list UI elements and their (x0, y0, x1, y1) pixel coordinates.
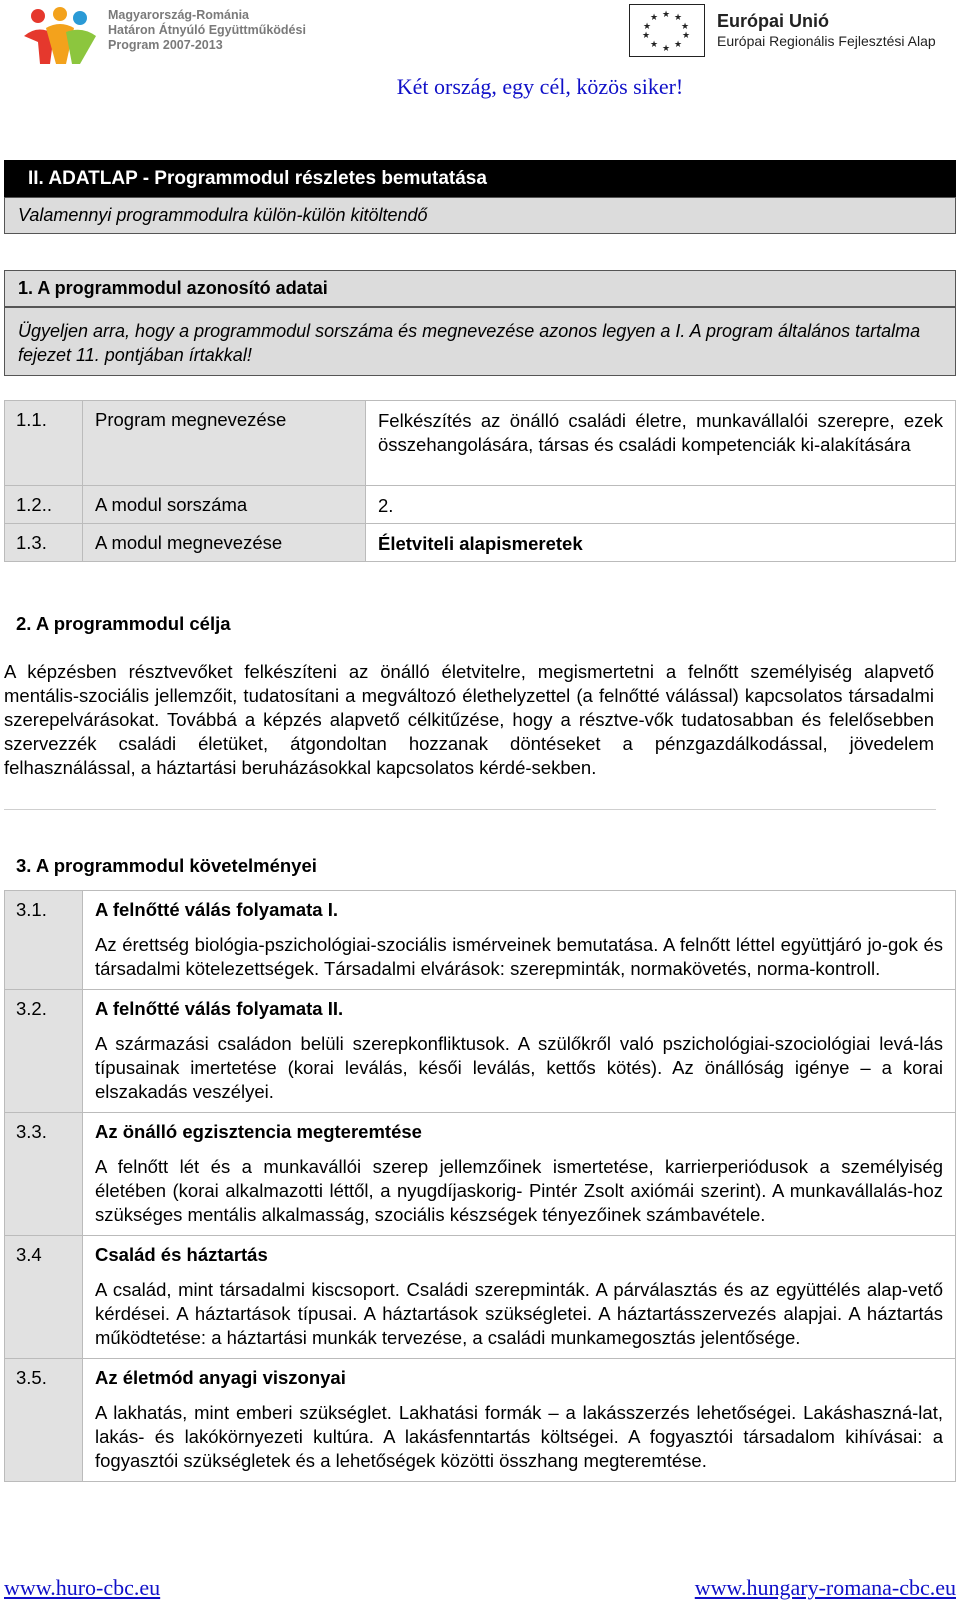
item-number: 3.5. (5, 1359, 83, 1482)
goal-text: A képzésben résztvevőket felkészíteni az önálló életvitelre, megismertetni a felnőtt személyiség alapvető mentális-szociális jellemzőit, tudatosítani a megváltozó élethelyzettel (a felnőtté válással) kapcsolatos társadalmi szerepelvárásokat. Továbbá a képzés alapvető célkitűzése, hogy a résztve-vők tudatosabban és felelősebben szervezzék családi életüket, átgondoltan hozzanak döntéseket a pénzgazdálkodással, jövedelem felhasználással, a háztartási beruházásokkal kapcsolatos kérdé-sekben. (4, 661, 934, 778)
svg-text:★: ★ (641, 30, 651, 40)
table-row (5, 1236, 956, 1275)
item-number: 3.1. (5, 891, 83, 990)
row-value: 2. (366, 486, 956, 524)
row-label: Program megnevezése (83, 401, 366, 486)
table-row (5, 524, 956, 562)
svg-text:★: ★ (661, 9, 671, 19)
table-row (5, 1113, 956, 1152)
item-text: Az érettség biológia-pszichológiai-szociális ismérveinek bemutatása. A felnőtt léttel együttjáró jo-gok és társadalmi kötelezettségek. Társadalmi elvárások: szerepminták, normakövetés, norma-kontroll. (83, 929, 956, 990)
program-line-1: Magyarország-Románia (108, 8, 250, 22)
item-title: Az életmód anyagi viszonyai (83, 1359, 956, 1398)
row-value: Életviteli alapismeretek (366, 524, 956, 562)
table-row (5, 990, 956, 1029)
identification-heading: 1. A programmodul azonosító adatai (4, 270, 956, 307)
item-number: 3.2. (5, 990, 83, 1113)
row-value: Felkészítés az önálló családi életre, munkavállalói szerepre, ezek összehangolására, társas és családi kompetenciák ki-alakítására (366, 401, 956, 486)
table-row (5, 1359, 956, 1398)
page-header (0, 0, 960, 110)
eu-subtitle: Európai Regionális Fejlesztési Alap (717, 33, 936, 49)
table-row (5, 1028, 956, 1113)
table-row (5, 486, 956, 524)
identification-notice: Ügyeljen arra, hogy a programmodul sorszáma és megnevezése azonos legyen a I. A program általános tartalma fejezet 11. pontjában írtakkal! (4, 307, 956, 376)
row-number: 1.2.. (5, 486, 83, 524)
item-text: A lakhatás, mint emberi szükséglet. Lakhatási formák – a lakásszerzés lehetőségei. Lakáshaszná-lat, lakás- és lakókörnyezeti kultúra. A lakásfenntartás költségei. A fogyasztói társadalom kihívásai: a fogyasztói szükségletek és a lehetőségek közötti összhang megteremtése. (83, 1397, 956, 1482)
section-title-bar: II. ADATLAP - Programmodul részletes bemutatása (4, 160, 956, 197)
svg-text:★: ★ (649, 39, 659, 49)
table-row (5, 1274, 956, 1359)
slogan: Két ország, egy cél, közös siker! (396, 74, 684, 99)
requirements-table (4, 890, 956, 1482)
svg-text:★: ★ (681, 30, 691, 40)
table-row (5, 401, 956, 486)
requirements-heading: 3. A programmodul követelményei (16, 855, 317, 876)
item-title: A felnőtté válás folyamata II. (83, 990, 956, 1029)
item-text: A felnőtt lét és a munkavállói szerep jellemzőinek ismertetése, karrierperiódusok a személyiség életében (korai alkalmazotti léttől, a nyugdíjaskorig- Pintér Zsolt axiómái szerint). A munkavállalás-hoz szükséges mentális alkalmasság, szociális készségek tényezőinek számbavétele. (83, 1151, 956, 1236)
row-label: A modul megnevezése (83, 524, 366, 562)
row-label: A modul sorszáma (83, 486, 366, 524)
item-text: A származási családon belüli szerepkonfliktusok. A szülőkről való pszichológiai-szociológiai levá-lás típusainak imertetése (korai leválás, késői leválás, kettős kötés). Az önállóság igénye – a korai elszakadás veszélyei. (83, 1028, 956, 1113)
program-line-3: Program 2007-2013 (108, 38, 223, 52)
program-line-2: Határon Átnyúló Együttműködési (108, 23, 306, 37)
svg-text:★: ★ (680, 21, 690, 31)
svg-text:★: ★ (673, 39, 683, 49)
eu-label (717, 10, 936, 50)
program-name (108, 8, 306, 53)
goal-heading: 2. A programmodul célja (16, 613, 231, 634)
item-title: A felnőtté válás folyamata I. (83, 891, 956, 930)
svg-text:★: ★ (649, 12, 659, 22)
table-row (5, 1151, 956, 1236)
table-row (5, 891, 956, 930)
section-subtitle-bar: Valamennyi programmodulra külön-külön kitöltendő (4, 197, 956, 234)
eu-flag-icon (629, 4, 705, 57)
program-logo (20, 6, 320, 64)
svg-text:★: ★ (673, 12, 683, 22)
people-logo-icon (20, 6, 100, 66)
eu-title: Európai Unió (717, 11, 829, 31)
footer-link-huro[interactable]: www.huro-cbc.eu (4, 1575, 161, 1600)
svg-text:★: ★ (642, 21, 652, 31)
row-number: 1.3. (5, 524, 83, 562)
table-row (5, 929, 956, 990)
identification-table (4, 400, 956, 562)
svg-text:★: ★ (661, 43, 671, 53)
item-text: A család, mint társadalmi kiscsoport. Családi szerepminták. A párválasztás és az együttélés alap-vető kérdései. A háztartások típusai. A háztartások szükségletei. A háztartásszervezés alapjai. A háztartás működtetése: a háztartási munkák tervezése, a családi munkamegosztás jelentősége. (83, 1274, 956, 1359)
table-row (5, 1397, 956, 1482)
item-title: Család és háztartás (83, 1236, 956, 1275)
item-title: Az önálló egzisztencia megteremtése (83, 1113, 956, 1152)
item-number: 3.4 (5, 1236, 83, 1359)
footer-link-hungary-romania[interactable]: www.hungary-romana-cbc.eu (694, 1575, 956, 1600)
item-number: 3.3. (5, 1113, 83, 1236)
row-number: 1.1. (5, 401, 83, 486)
divider (4, 809, 936, 810)
